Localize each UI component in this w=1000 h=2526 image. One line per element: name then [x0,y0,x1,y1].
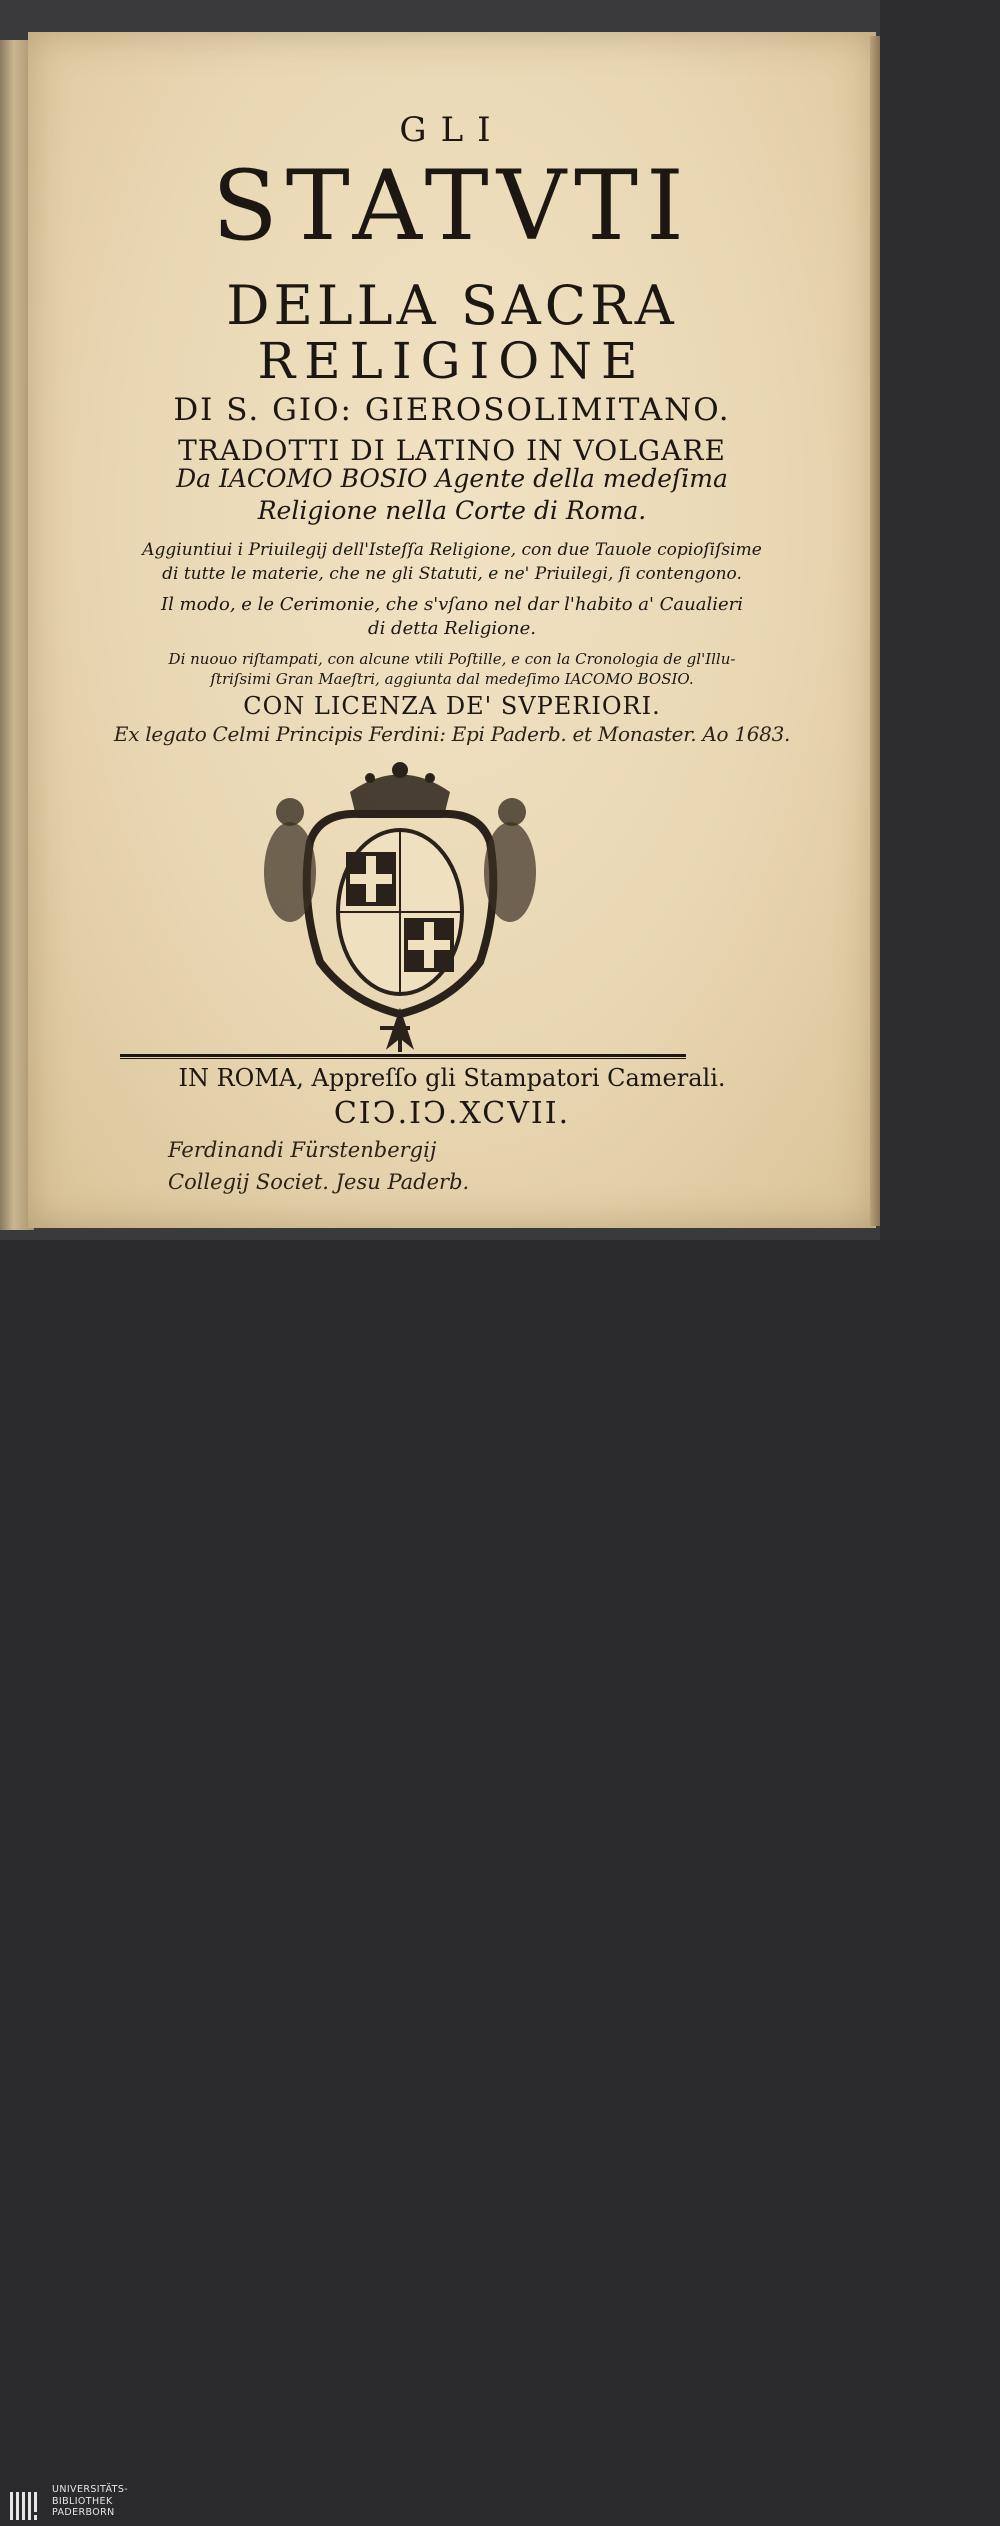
title-religione: RELIGIONE [257,332,647,390]
title-page [28,32,876,1228]
scan-viewport [0,0,1000,1240]
library-footer [0,1240,1000,2518]
licenza-line: CON LICENZA DE' SVPERIORI. [243,692,661,720]
subtitle-corte: Religione nella Corte di Roma. [257,496,647,525]
note-modo-line2: di detta Religione. [368,618,536,639]
handwritten-owner-line2: Collegij Societ. Jesu Paderb. [168,1170,470,1194]
note-aggiuntivi-line2: di tutte le materie, che ne gli Statuti, e ne' Priuilegi, ſi contengono. [162,564,742,584]
library-logo-icon [8,2486,48,2526]
library-name-line2: BIBLIOTHEK [52,2495,113,2507]
handwritten-owner-line1: Ferdinandi Fürstenbergij [168,1138,437,1162]
imprint-date: CIↃ.IↃ.XCVII. [333,1096,571,1131]
title-della-sacra: DELLA SACRA [226,274,678,337]
library-name-line3: PADERBORN [52,2507,115,2518]
page-right-edge [870,36,880,1226]
note-nuovo-line1: Di nuouo riſtampati, con alcune vtili Poſtille, e con la Cronologia de gl'Illu- [168,650,736,668]
title-di-s-gio: DI S. GIO: GIEROSOLIMITANO. [173,392,731,428]
imprint-rule-thin [120,1058,686,1059]
title-gli: GLI [399,110,505,150]
library-name-line1: UNIVERSITÄTS- [52,2484,129,2495]
note-aggiuntivi-line1: Aggiuntiui i Priuilegij dell'Isteſſa Religione, con due Tauole copioſiſsime [142,540,762,560]
library-name [52,2484,128,2519]
subtitle-author: Da IACOMO BOSIO Agente della medeſima [176,464,728,493]
note-modo-line1: Il modo, e le Cerimonie, che s'vſano nel dar l'habito a' Caualieri [160,594,744,615]
handwritten-provenance: Ex legato Celmi Principis Ferdini: Epi Paderb. et Monaster. Ao 1683. [113,722,791,746]
coat-of-arms-emblem [250,752,550,1062]
title-statuti: STATVTI [212,150,692,262]
imprint-line: IN ROMA, Appreſſo gli Stampatori Camerali. [178,1064,726,1092]
note-nuovo-line2: ſtriſsimi Gran Maeſtri, aggiunta dal medeſimo IACOMO BOSIO. [210,670,694,688]
subtitle-tradotti: TRADOTTI DI LATINO IN VOLGARE [178,434,726,467]
imprint-rule [120,1054,686,1057]
scan-background-right [880,0,1000,1240]
